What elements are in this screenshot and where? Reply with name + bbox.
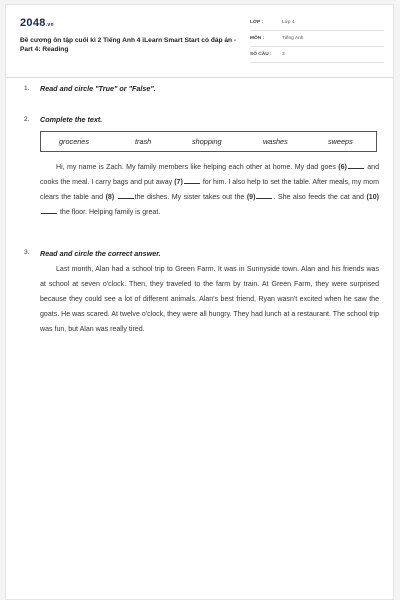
blank-10[interactable] (41, 207, 57, 214)
meta-class-row: LỚP : Lớp 4 (250, 19, 384, 31)
document-header (6, 5, 393, 78)
question-2-instruction: Complete the text. (40, 115, 103, 124)
word-box-item: washes (263, 137, 288, 146)
question-1-number: 1. (24, 85, 30, 92)
document-page (5, 4, 394, 600)
blank-8[interactable] (118, 192, 134, 199)
meta-count-row: SỐ CÂU : 3 (250, 51, 384, 63)
word-box (40, 131, 377, 152)
document-title: Đề cương ôn tập cuối kì 2 Tiếng Anh 4 iLearn Smart Start có đáp án - Part 4: Reading (20, 37, 237, 53)
site-logo[interactable]: 2048.vn (20, 17, 54, 29)
blank-6[interactable] (348, 162, 364, 169)
q3-passage: Last month, Alan had a school trip to Green Farm. It was in Sunnyside town. Alan and his friends was at school at seven o'clock. Then, they traveled to the farm by train. At Green Farm, they were surprised because they could see a lot of different animals. Alan's best friend, Ryan wasn't excited when he saw the goats. He was scared. At twelve o'clock, they were all hungry. They had lunch at a restaurant. The school trip was fun, but Alan was really tired. (40, 266, 379, 333)
question-2-number: 2. (24, 116, 30, 123)
question-3-instruction: Read and circle the correct answer. (40, 249, 161, 258)
blank-9[interactable] (256, 192, 272, 199)
q2-passage: Hi, my name is Zach. My family members like helping each other at home. My dad goes (6) and cooks the meal. I carry bags and put away (7) for him. I also help to set the table. After meals, my mom clears the table and (8) the dishes. My sister takes out the (9) . She also feeds the cat and (10) the floor. Helping family is great. (40, 164, 379, 216)
word-box-item: groceries (59, 137, 90, 146)
word-box-item: trash (135, 137, 152, 146)
question-1-instruction: Read and circle "True" or "False". (40, 84, 156, 93)
word-box-item: shopping (192, 137, 222, 146)
meta-subject-row: MÔN : Tiếng Anh (250, 35, 384, 47)
word-box-item: sweeps (328, 137, 353, 146)
question-3-number: 3. (24, 249, 30, 256)
blank-7[interactable] (184, 177, 200, 184)
